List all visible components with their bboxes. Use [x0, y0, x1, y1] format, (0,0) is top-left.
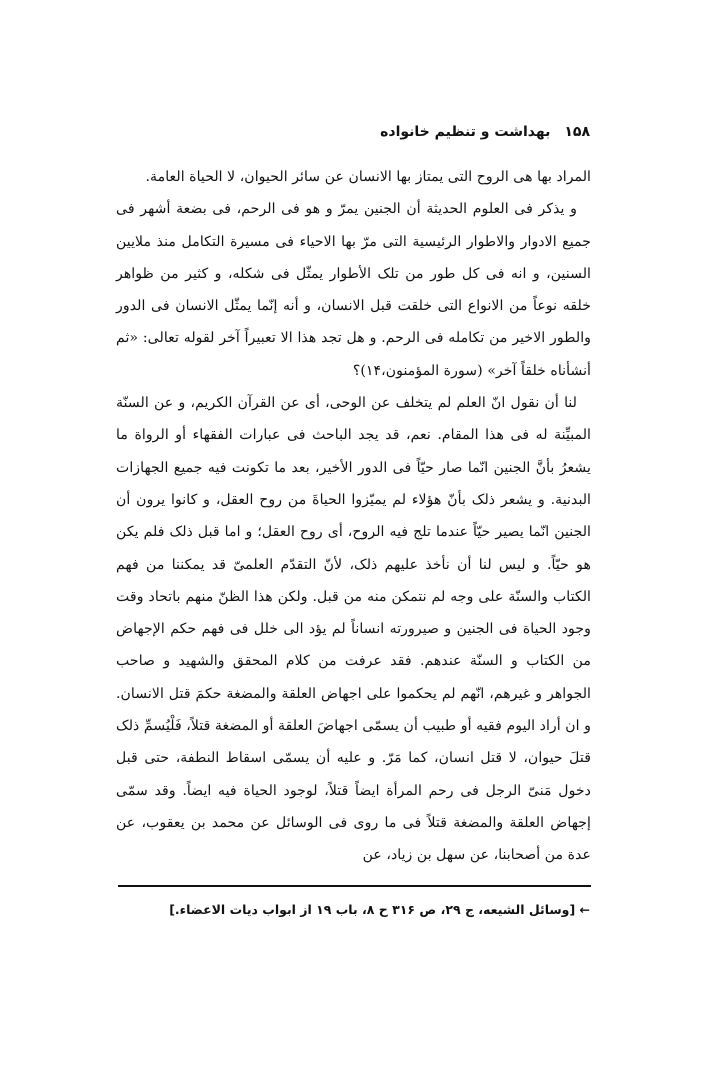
running-title: بهداشت و تنظیم خانواده [380, 124, 551, 140]
footnote: ← [وسائل الشیعه، ج ۲۹، ص ۳۱۶ ح ۸، باب ۱۹ از ابواب دیات الاعضاء.] [169, 902, 590, 917]
footnote-divider [118, 885, 591, 887]
paragraph-3: لنا أن نقول انّ العلم لم یتخلف عن الوحی، أی عن القرآن الکریم، و عن السنّة المبیِّنة له فی هذا المقام. نعم، قد یجد الباحث فی عبارات الفقهاء أو الرواة ما یشعرُ بأنَّ الجنین انّما صار حیّاً فی الدور الأخیر، بعد ما تکونت فیه جمیع الجهازات البدنیة. و یشعر ذلک بأنّ هؤلاء لم یمیّزوا الحیاةَ من روح العقل، و کانوا یرون أن الجنین انّما یصیر حیّاً عندما تلج فیه الروح، أی روح العقل؛ و اما قبل ذلک فلم یکن هو حیّاً. و لیس لنا أن نأخذ علیهم ذلک، لأنّ التقدّم العلمیّ قد یمکننا من فهم الکتاب والسنّة علی وجه لم نتمکن منه من قبل. ولکن هذا الظنّ منهم باتحاد وقت وجود الحیاة فی الجنین و صیرورته انساناً لم یؤد الی خلل فی فهم حکم الإجهاض من الکتاب و السنّة عندهم. فقد عرفت من کلام المحقق والشهید و صاحب الجواهر و غیرهم، انّهم لم یحکموا علی اجهاض العلقة والمضغة حکمَ قتل الانسان. و ان أراد الیوم فقیه أو طبیب أن یسمّی اجهاضَ العلقة أو المضغة قتلاً، فَلْیُسمِّ ذلک قتلَ حیوان، لا قتل انسان، کما مَرّ. و علیه أن یسمّی اسقاط النطفة، حتی قبل دخول مَنیّ الرجل فی رحم المرأة ایضاً قتلاً، لوجود الحیاة فیه ایضاً. وقد سمّی إجهاض العلقة والمضغة قتلاً فی ما روی فی الوسائل عن محمد بن یعقوب، عن عدة من أصحابنا، عن سهل بن زیاد، عن [116, 395, 591, 864]
running-header [118, 120, 590, 144]
paragraph-1: المراد بها هی الروح التی یمتاز بها الانسان عن سائر الحیوان، لا الحیاة العامة. [145, 169, 591, 185]
page-number: ۱۵۸ [564, 124, 590, 140]
paragraph-2: و یذکر فی العلوم الحدیثة أن الجنین یمرّ و هو فی الرحم، فی بضعة أشهر فی جمیع الادوار والاطوار الرئیسیة التی مرّ بها الاحیاء فی مسیرة التکامل منذ ملایین السنین، و انه فی کل طور من تلک الأطوار یمثّل فی شکله، و کثیر من ظواهر خلقه نوعاً من الانواع التی خلقت قبل الانسان، و أنه إنّما یمثّل الانسان فی الدور والطور الاخیر من تکامله فی الرحم. و هل تجد هذا الا تعبیراً آخر لقوله تعالی: «ثم أنشأناه خلقاً آخر» (سورة المؤمنون،۱۴)؟ [116, 201, 591, 379]
body-text [116, 161, 591, 872]
